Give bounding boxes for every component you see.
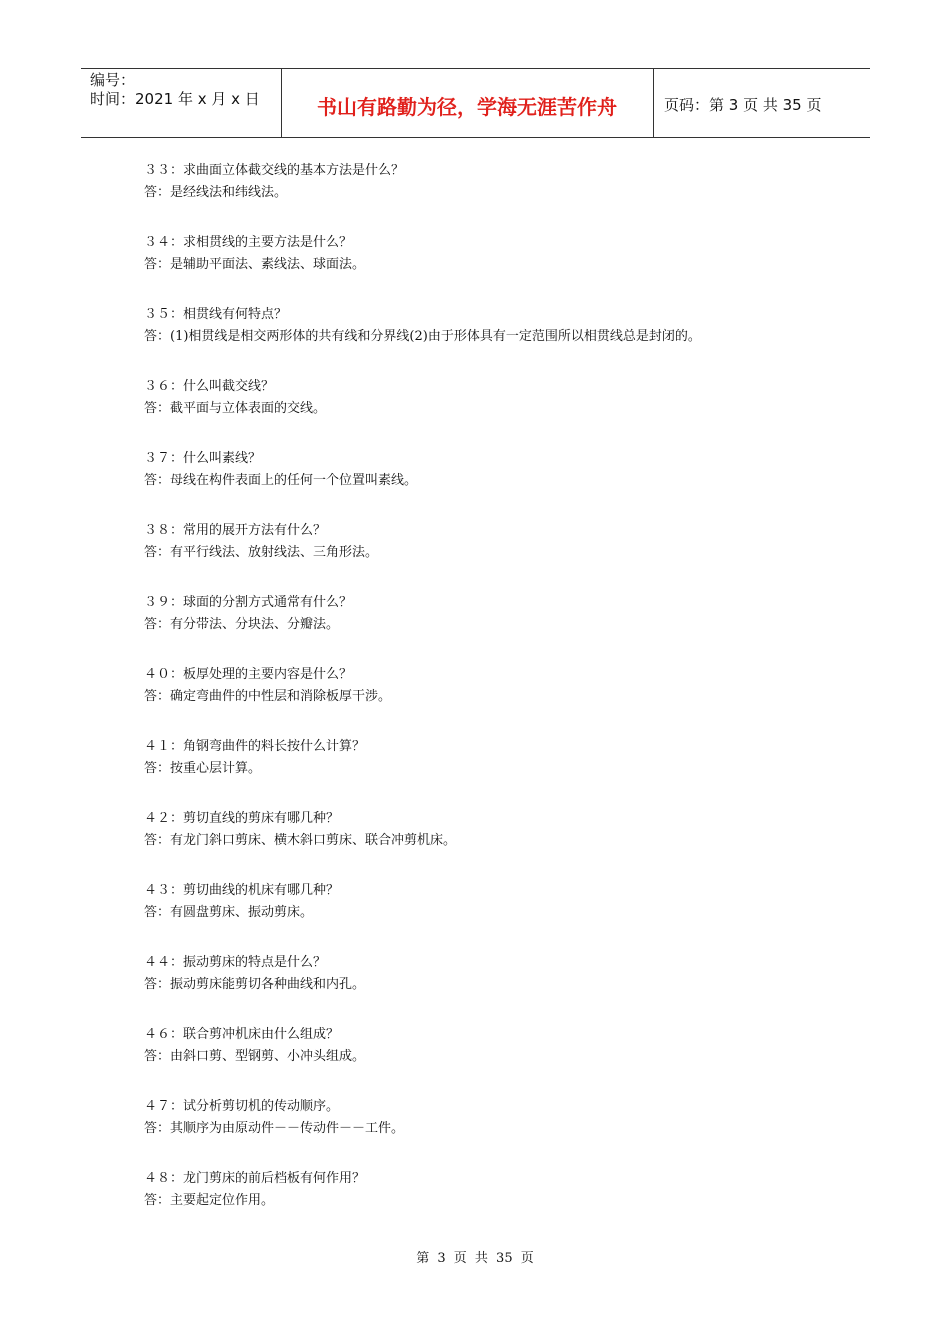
answer: 答：其顺序为由原动件－－传动件－－工件。 [144,1121,405,1136]
answer: 答：(1)相贯线是相交两形体的共有线和分界线(2)由于形体具有一定范围所以相贯线总是封闭的。 [144,329,701,344]
question: ４４：振动剪床的特点是什么？ [144,955,327,970]
qa-item [144,880,844,924]
answer: 答：有分带法、分块法、分瓣法。 [144,617,340,632]
qa-item [144,520,844,564]
question: ３７：什么叫素线？ [144,451,262,466]
time-label: 时间：2021 年 x 月 x 日 [90,90,260,108]
question: ３３：求曲面立体截交线的基本方法是什么？ [144,163,405,178]
qa-item [144,952,844,996]
answer: 答：是辅助平面法、素线法、球面法。 [144,257,366,272]
header-motto-cell [281,69,654,137]
qa-item [144,664,844,708]
question: ４６：联合剪冲机床由什么组成？ [144,1027,340,1042]
page-footer: 第 3 页 共 35 页 [416,1251,534,1266]
header-page-cell [654,69,870,137]
serial-label: 编号： [90,71,136,89]
qa-item [144,1096,844,1140]
page-header [81,68,870,138]
answer: 答：有龙门斜口剪床、横木斜口剪床、联合冲剪机床。 [144,833,457,848]
answer: 答：有圆盘剪床、振动剪床。 [144,905,314,920]
answer: 答：有平行线法、放射线法、三角形法。 [144,545,379,560]
question: ４２：剪切直线的剪床有哪几种？ [144,811,340,826]
question: ３５：相贯线有何特点？ [144,307,288,322]
question: ３８：常用的展开方法有什么？ [144,523,327,538]
answer: 答：由斜口剪、型钢剪、小冲头组成。 [144,1049,366,1064]
answer: 答：振动剪床能剪切各种曲线和内孔。 [144,977,366,992]
answer: 答：按重心层计算。 [144,761,262,776]
qa-item [144,808,844,852]
question: ３４：求相贯线的主要方法是什么？ [144,235,353,250]
answer: 答：主要起定位作用。 [144,1193,275,1208]
qa-item [144,448,844,492]
qa-item [144,160,844,204]
answer: 答：截平面与立体表面的交线。 [144,401,327,416]
answer: 答：是经线法和纬线法。 [144,185,288,200]
question: ４８：龙门剪床的前后档板有何作用？ [144,1171,366,1186]
header-meta-cell [81,69,282,137]
qa-item [144,1168,844,1212]
qa-item [144,1024,844,1068]
qa-item [144,376,844,420]
answer: 答：确定弯曲件的中性层和消除板厚干涉。 [144,689,392,704]
question: ３６：什么叫截交线？ [144,379,275,394]
question: ４１：角钢弯曲件的料长按什么计算？ [144,739,366,754]
question: ４０：板厚处理的主要内容是什么？ [144,667,353,682]
answer: 答：母线在构件表面上的任何一个位置叫素线。 [144,473,418,488]
motto: 书山有路勤为径，学海无涯苦作舟 [317,95,617,119]
page-info: 页码：第 3 页 共 35 页 [664,96,822,114]
question: ４７：试分析剪切机的传动顺序。 [144,1099,340,1114]
qa-item [144,304,844,348]
question: ３９：球面的分割方式通常有什么？ [144,595,353,610]
qa-item [144,736,844,780]
qa-item [144,232,844,276]
question: ４３：剪切曲线的机床有哪几种？ [144,883,340,898]
qa-item [144,592,844,636]
